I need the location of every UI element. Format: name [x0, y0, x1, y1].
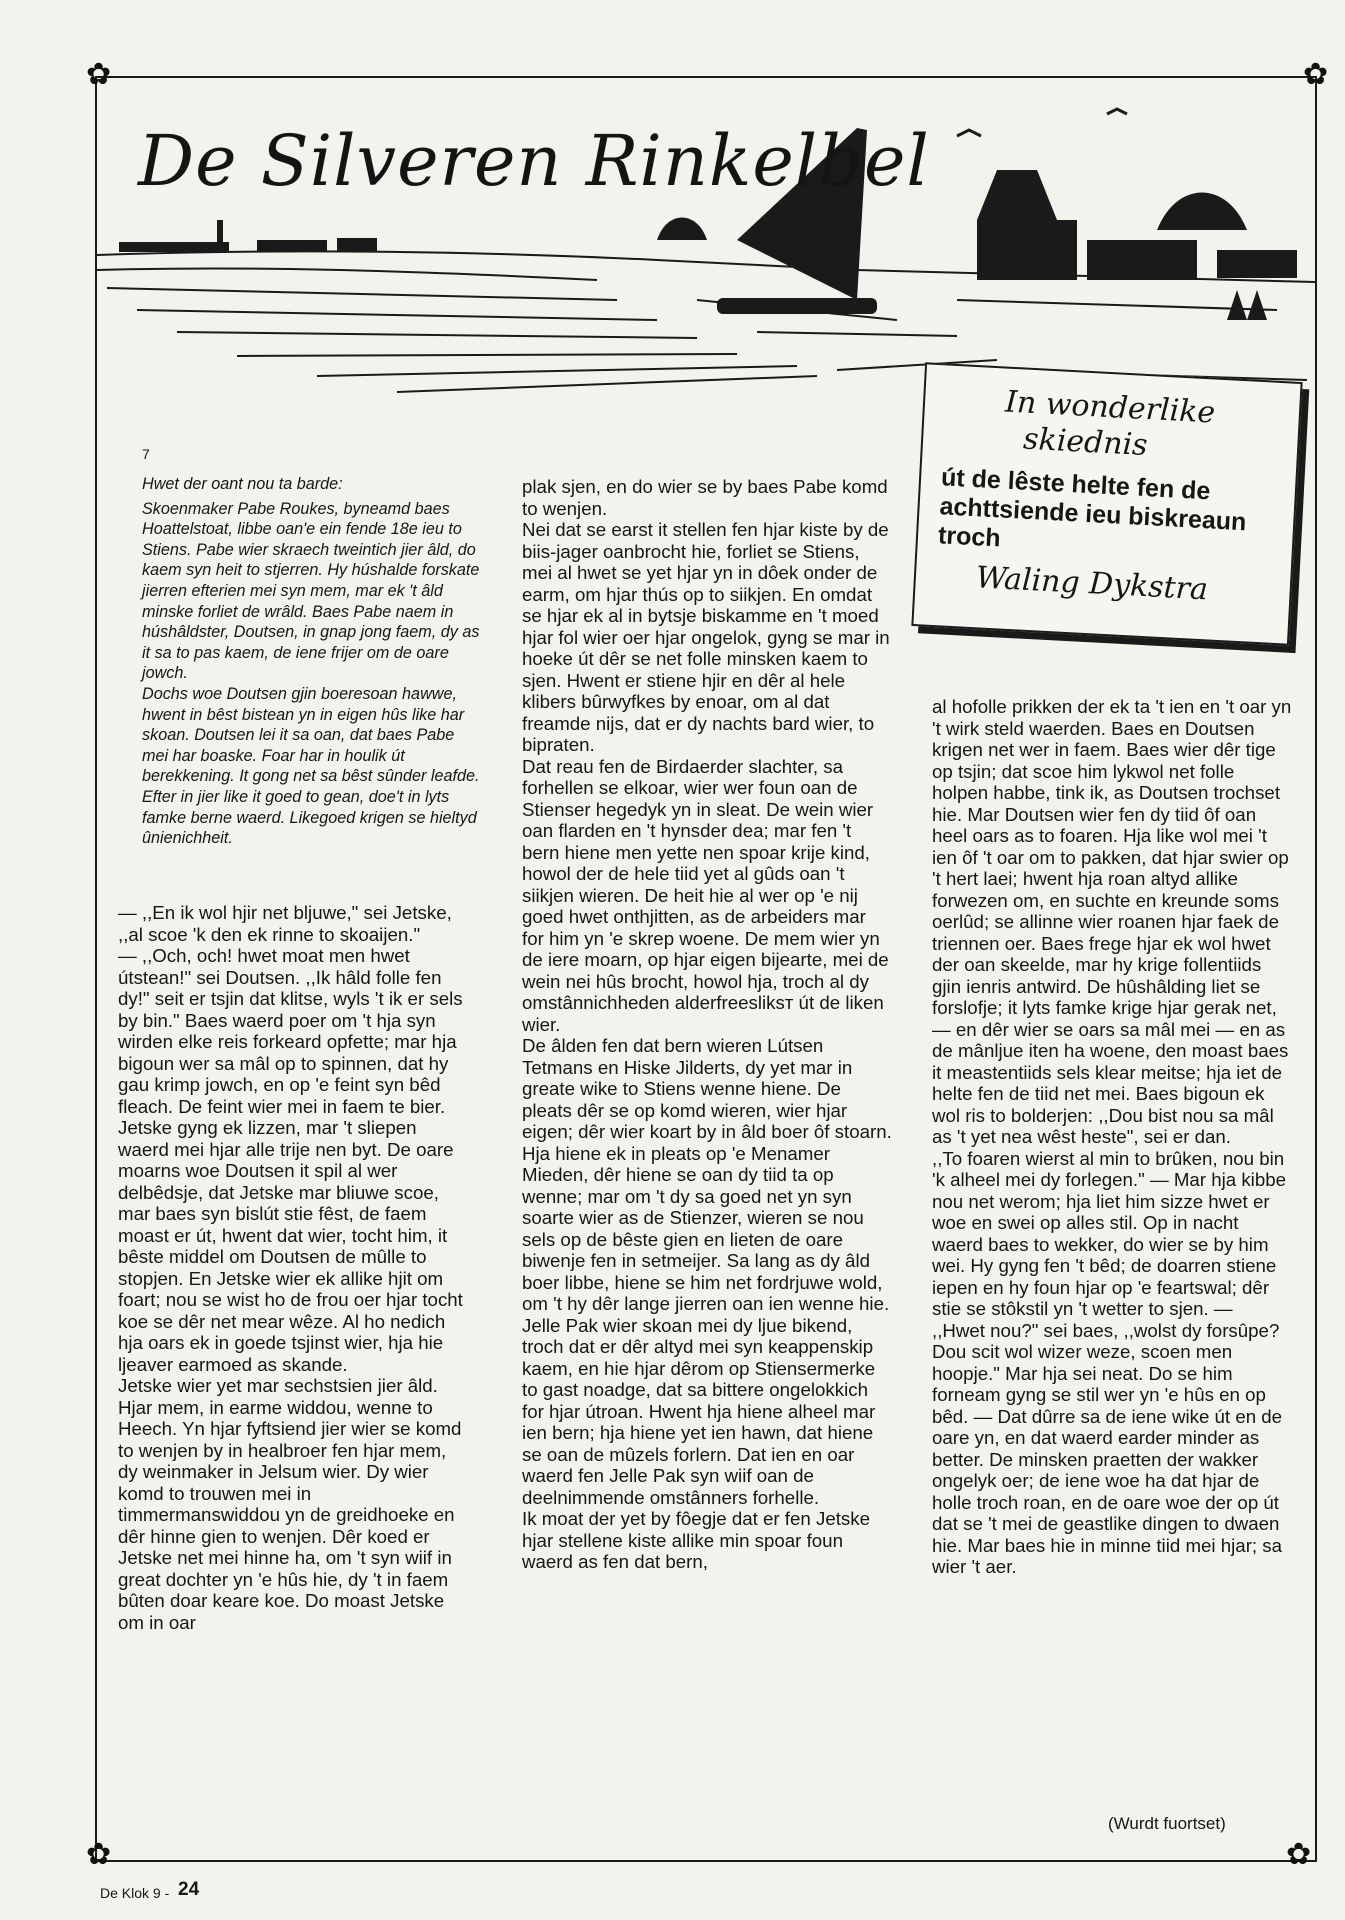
subtitle-box: [911, 362, 1302, 645]
paragraph: al hofolle prikken der ek ta 't ien en 't oar yn 't wirk steld waerden. Baes en Doutsen krigen net wer in faem. Baes wier dêr tige op tsjin; dat scoe him lykwol net folle holpen habbe, tink ik, as Doutsen trochset hie. Mar Doutsen wier fen dy tiid ôf oan heel oars as to foaren. Hja like wol mei 't ien ôf 't oar om to pakken, dat hjar swier op 't hert laei; hwent hja roan altyd allike forwezen om, en suchte en kreunde soms oerlûd; se allinne wier roanen hjar faek de triennen oer. Baes frege hjar ek wol hwet der oan skeelde, mar hy krige follentiids gjin ienris antwird. De hûshâlding liet se forslofje; it lyts famke krige hjar gerak net, — en dêr wier se oars sa mâl mei — en as de mânljue iten ha woene, den moast baes it meastentiids sels klear meitse; hja iet de helte fen de tiid net mei. Baes bigoun ek wol ris to bolderjen: ,,Dou bist nou sa mâl as 't yet nea wêst heste", sei er dan.: [932, 696, 1292, 1147]
recap-paragraph: Efter in jier like it goed to gean, doe't in lyts famke berne waerd. Likegoed krigen se hieltyd ûnienichheit.: [142, 787, 477, 848]
magazine-name: De Klok 9 -: [100, 1885, 170, 1901]
recap-heading: Hwet der oant nou ta barde:: [142, 475, 343, 493]
ornament-top-left: ✿: [86, 58, 112, 91]
text-column-2: [522, 476, 892, 1573]
subtitle-description: út de lêste helte fen de achttsiende ieu biskreaun troch: [937, 463, 1248, 553]
ornament-bottom-left: ✿: [86, 1838, 112, 1871]
continued-note: (Wurdt fuortset): [1108, 1814, 1226, 1833]
paragraph: Ik moat der yet by fôegje dat er fen Jetske hjar stellene kiste allike min spoar foun waerd as fen dat bern,: [522, 1508, 870, 1572]
paragraph: De âlden fen dat bern wieren Lútsen Tetmans en Hiske Jilderts, dy yet mar in greate wike to Stiens wenne hiene. De pleats dêr se op komd wieren, wier hjar eigen; dêr wier koart by in âld boer ôf stoarn. Hja hiene ek in pleats op 'e Menamer Mieden, dêr hiene se oan dy tiid ta op wenne; mar om 't dy sa goed net yn syn soarte wier as de Stienzer, wieren se nou sels op de bêste gien en lieten de oare biwenje fen in setmeijer. Sa lang as dy âld boer libbe, hiene se him net fordrjuwe wold, om 't hy dêr lange jierren oan ien wenne hie. Jelle Pak wier skoan mei dy ljue bikend, troch dat er dêr altyd mei syn keappenskip kaem, en hie hjar dêrom op Stiensermerke to gast noadge, dat sa bittere ongelokkich for hjar útroan. Hwent hja hiene alheel mar ien bern; hja hiene yet ien hawn, dat hiene se oan de mûzels forlern. Dat ien en oar waerd fen Jelle Pak syn wiif oan de deelnimmende omstânners forhelle.: [522, 1035, 892, 1508]
text-column-3: [932, 696, 1294, 1578]
chapter-number: 7: [142, 446, 150, 462]
paragraph: ,,Hwet nou?" sei baes, ,,wolst dy forsûpe? Dou scit wol wizer weze, scoen men hoopje." Mar hja sei neat. Do se him forneam gyng se stil wer yn 'e hûs en op bêd. — Dat dûrre sa de iene wike út en de oare yn, en dat waerd earder minder as better. De minsken praetten der wakker ongelyk oer; de iene woe ha dat hjar de holle troch roan, en de oare woe der op út dat se 't mei de geastlike dingen to dwaen hie. Mar baes hie in minne tiid mei hjar; sa wier 't aer.: [932, 1319, 1283, 1577]
recap-paragraph: Dochs woe Doutsen gjin boeresoan hawwe, hwent in bêst bistean yn in eigen hûs like har skoan. Doutsen lei it sa oan, dat baes Pabe mei har boaske. Foar har in houlik út berekkening. It gong net sa bêst sûnder leafde.: [142, 684, 480, 786]
page-number: 24: [178, 1879, 200, 1900]
paragraph: Dat reau fen de Birdaerder slachter, sa forhellen se elkoar, wier wer foun oan de Stienser hegedyk yn in sleat. De wein wier oan flarden en 't hynsder dea; mar fen 't bern hiene men yette nen spoar krije kind, howol der de hele tiid yet al gûds oan 't siikjen wieren. De heit hie al wer op 'e nij goed hwet onthjitten, as de arbeiders mar for him yn 'e skrep woene. De mem wier yn de iere moarn, op hjar eigen bijearte, mei de wein nei hûs brocht, howol hja, troch al dy omstânnichheden alderfreesliksт út de liken wier.: [522, 755, 889, 1035]
ornament-bottom-right: ✿: [1286, 1838, 1312, 1871]
paragraph: — ,,En ik wol hjir net bljuwe," sei Jetske, ,,al scoe 'k den ek rinne to skoaijen.": [118, 902, 452, 945]
paragraph: Nei dat se earst it stellen fen hjar kiste by de biis-jager oanbrocht hie, forliet se Stiens, mei al hwet se yet hjar yn in dôek onder de earm, om hjar thús op to siikjen. En omdat se hjar ek al in bytsje biskamme en 't moed hjar fol wier oer hjar ongelok, gyng se mar in hoeke út dêr se net folle minsken kaem to sjen. Hwent er stiene hjir en dêr al hele klibers bûrwyfkes by enoar, om al dat freamde nijs, dat er dy nachts bard wier, to bipraten.: [522, 519, 890, 755]
article-title: De Silveren Rinkelbel: [138, 120, 930, 202]
recap-intro: [142, 474, 482, 849]
recap-paragraph: Skoenmaker Pabe Roukes, byneamd baes Hoattelstoat, libbe oan'e ein fende 18e ieu to Stiens. Pabe wier skraech tweintich jier âld, do kaem syn heit to stjerren. Hy húshalde forskate jierren efterien mei syn mem, mar ek 't âld minske forliet de wrâld. Baes Pabe naem in húshâldster, Doutsen, in gnap jong faem, dy as it sa to pas kaem, de iene frijer om de oare jowch.: [142, 499, 480, 683]
paragraph: plak sjen, en do wier se by baes Pabe komd to wenjen.: [522, 476, 888, 519]
author-name: Waling Dykstra: [975, 560, 1209, 608]
paragraph: — ,,Och, och! hwet moat men hwet útstean!" sei Doutsen. ,,Ik hâld folle fen dy!" seit er tsjin dat klitse, wyls 't ik er sels by bin." Baes waerd poer om 't hja syn wirden elke reis forkeard opfette; mar hja bigoun wer sa mâl op to spinnen, dat hy gau krimp jowch, en op 'e feint syn bêd fleach. De feint wier mei in faem te bier. Jetske gyng ek lizzen, mar 't sliepen waerd mei hjar alle trije nen byt. De oare moarns woe Doutsen it spil al wer delbêdsje, dat Jetske mar bliuwe scoe, mar baes syn bislút stie fêst, de faem moast er út, hwent dat wier, tocht him, it bêste middel om Doutsen de mûlle to stopjen. En Jetske wier ek allike hjit om foart; nou se wist ho de frou oer hjar tocht koe se dêr net mear wêze. Al ho nedich hja oars ek in goede tsjinst wier, hja hie ljeaver earmoed as skande.: [118, 945, 463, 1375]
paragraph: ,,To foaren wierst al min to brûken, nou bin 'k alheel mei dy forlegen." — Mar hja kibbe nou net werom; hja liet him sizze hwet er woe en swei op alles stil. Op in nacht waerd baes to wekker, do wier se by him wei. Hy gyng fen 't bêd; de doarren stiene iepen en hy foun hjar op 'e feartswal; dêr stie se stôkstil yn 't wetter to sjen. —: [932, 1147, 1287, 1319]
subtitle-script-line1: In wonderlike: [1004, 384, 1217, 431]
paragraph: Jetske wier yet mar sechstsien jier âld. Hjar mem, in earme widdou, wenne to Heech. Yn hjar fyftsiend jier wier se komd to wenjen by in healbroer fen hjar mem, dy weinmaker in Jelsum wier. Dy wier komd to trouwen mei in timmermanswiddou yn de greidhoeke en dêr hinne gien to wenjen. Dêr koed er Jetske net mei hinne ha, om 't syn wiif in great dochter yn 'e hûs hie, dy 't in faem bûten doar keare koe. Do moast Jetske om in oar: [118, 1375, 462, 1633]
text-column-1: [118, 902, 470, 1633]
ornament-top-right: ✿: [1303, 58, 1329, 91]
subtitle-script-line2: skiednis: [1022, 421, 1149, 464]
